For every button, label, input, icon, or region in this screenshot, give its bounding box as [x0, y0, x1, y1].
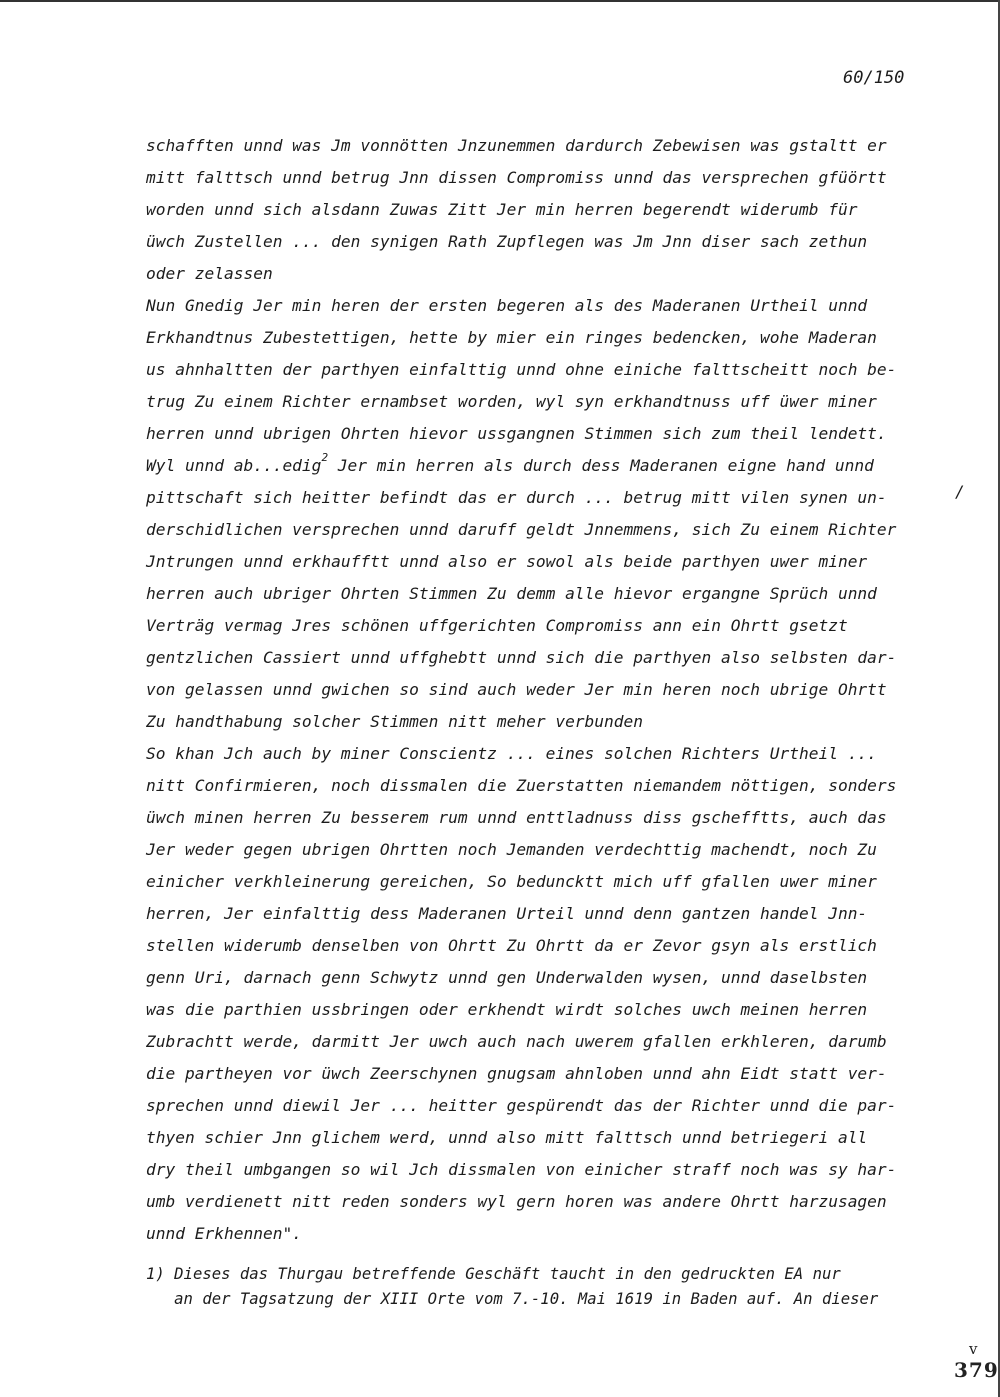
footnote-reference: 2 [321, 451, 329, 464]
text-line: unnd Erkhennen". [146, 1224, 302, 1243]
text-line: was die parthien ussbringen oder erkhendt wirdt solches uwch meinen herren [146, 1000, 868, 1019]
text-line-part: Jer min herren als durch dess Maderanen eigne hand unnd [328, 456, 874, 475]
text-line: sprechen unnd diewil Jer ... heitter gespürendt das der Richter unnd die par- [146, 1096, 897, 1115]
text-line: die partheyen vor üwch Zeerschynen gnugsam ahnloben unnd ahn Eidt statt ver- [146, 1064, 887, 1083]
text-line: dry theil umbgangen so wil Jch dissmalen von einicher straff noch was sy har- [146, 1160, 897, 1179]
body-text [146, 130, 936, 1250]
margin-mark: / [955, 482, 965, 501]
text-line: nitt Confirmieren, noch dissmalen die Zuerstatten niemandem nöttigen, sonders [146, 776, 897, 795]
text-line: genn Uri, darnach genn Schwytz unnd gen Underwalden wysen, unnd daselbsten [146, 968, 868, 987]
text-line: pittschaft sich heitter befindt das er durch ... betrug mitt vilen synen un- [146, 488, 887, 507]
archive-stamp [952, 1340, 999, 1392]
text-line: schafften unnd was Jm vonnötten Jnzunemmen dardurch Zebewisen was gstaltt er [146, 136, 887, 155]
footnote [146, 1262, 946, 1312]
stamp-mark: v [969, 1340, 978, 1358]
text-line: So khan Jch auch by miner Conscientz ... eines solchen Richters Urtheil ... [146, 744, 877, 763]
text-line: gentzlichen Cassiert unnd uffghebtt unnd sich die parthyen also selbsten dar- [146, 648, 897, 667]
text-line: üwch Zustellen ... den synigen Rath Zupflegen was Jm Jnn diser sach zethun [146, 232, 868, 251]
text-line: mitt falttsch unnd betrug Jnn dissen Compromiss unnd das versprechen gfüörtt [146, 168, 887, 187]
text-line: derschidlichen versprechen unnd daruff geldt Jnnemmens, sich Zu einem Richter [146, 520, 897, 539]
text-line: thyen schier Jnn glichem werd, unnd also mitt falttsch unnd betriegeri all [146, 1128, 868, 1147]
text-line: Zubrachtt werde, darmitt Jer uwch auch nach uwerem gfallen erkhleren, darumb [146, 1032, 887, 1051]
text-line: stellen widerumb denselben von Ohrtt Zu Ohrtt da er Zevor gsyn als erstlich [146, 936, 877, 955]
text-line: us ahnhaltten der parthyen einfalttig unnd ohne einiche falttscheitt noch be- [146, 360, 897, 379]
text-line: oder zelassen [146, 264, 273, 283]
stamp-number: 379 [954, 1358, 999, 1382]
text-line: worden unnd sich alsdann Zuwas Zitt Jer min herren begerendt widerumb für [146, 200, 858, 219]
text-line: Jer weder gegen ubrigen Ohrtten noch Jemanden verdechttig machendt, noch Zu [146, 840, 877, 859]
text-line: herren, Jer einfalttig dess Maderanen Urteil unnd denn gantzen handel Jnn- [146, 904, 868, 923]
text-line: umb verdienett nitt reden sonders wyl gern horen was andere Ohrtt harzusagen [146, 1192, 887, 1211]
text-line: Nun Gnedig Jer min heren der ersten begeren als des Maderanen Urtheil unnd [146, 296, 868, 315]
top-border-line [0, 0, 1000, 2]
text-line [146, 450, 936, 482]
text-line: Verträg vermag Jres schönen uffgerichten Compromiss ann ein Ohrtt gsetzt [146, 616, 848, 635]
text-line-part: Wyl unnd ab...edig [146, 456, 322, 475]
page-number: 60/150 [843, 68, 905, 88]
text-line: von gelassen unnd gwichen so sind auch weder Jer min heren noch ubrige Ohrtt [146, 680, 887, 699]
text-line: Jntrungen unnd erkhaufftt unnd also er sowol als beide parthyen uwer miner [146, 552, 868, 571]
text-line: herren unnd ubrigen Ohrten hievor ussgangnen Stimmen sich zum theil lendett. [146, 424, 887, 443]
text-line: Zu handthabung solcher Stimmen nitt meher verbunden [146, 712, 644, 731]
text-line: trug Zu einem Richter ernambset worden, wyl syn erkhandtnuss uff üwer miner [146, 392, 877, 411]
text-line: herren auch ubriger Ohrten Stimmen Zu demm alle hievor ergangne Sprüch unnd [146, 584, 877, 603]
footnote-line: an der Tagsatzung der XIII Orte vom 7.-10. Mai 1619 in Baden auf. An dieser [146, 1290, 879, 1308]
text-line: üwch minen herren Zu besserem rum unnd enttladnuss diss gschefftts, auch das [146, 808, 887, 827]
footnote-line: 1) Dieses das Thurgau betreffende Geschäft taucht in den gedruckten EA nur [146, 1265, 841, 1283]
text-line: einicher verkhleinerung gereichen, So beduncktt mich uff gfallen uwer miner [146, 872, 877, 891]
text-line: Erkhandtnus Zubestettigen, hette by mier ein ringes bedencken, wohe Maderan [146, 328, 877, 347]
